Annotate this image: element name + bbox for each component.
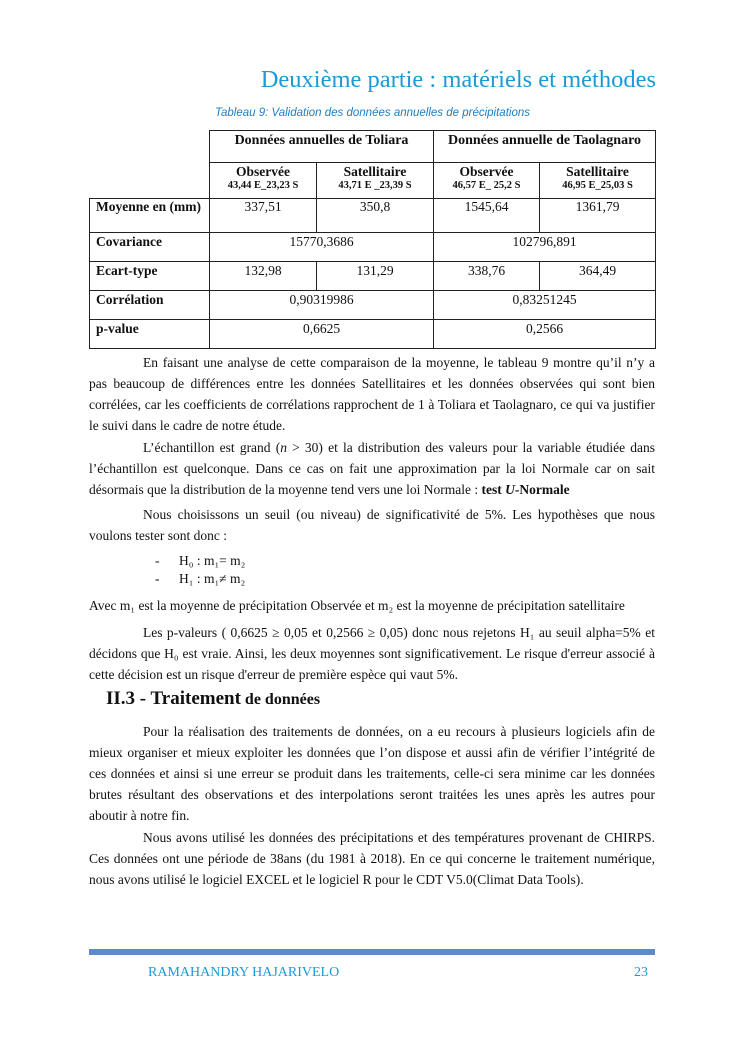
text-fragment: > 30) et la distribution des valeurs pour la variable étudiée dans l’échantillon est quelconque. Dans ce cas on fait une approximation par la loi Normale car on sait désormais que la distribution de la moyenne tend vers une loi Normale : — [89, 440, 655, 497]
text-fragment: L’échantillon est grand ( — [143, 440, 281, 455]
table-row-covariance — [90, 233, 656, 262]
table-cell: 0,90319986 — [210, 291, 434, 320]
table-cell: 15770,3686 — [210, 233, 434, 262]
hypothesis-h1 — [155, 570, 245, 588]
paragraph-analysis: En faisant une analyse de cette comparaison de la moyenne, le tableau 9 montre qu’il n’y a pas beaucoup de différences entre les données Satellitaires et les données observées qui sont bien corrélées, car les coefficients de corrélations rapprochent de 1 à Toliara et Taolagnaro, ce qui va justifier le suivi dans le cadre de notre étude. — [89, 355, 655, 433]
row-label: p-value — [90, 320, 210, 349]
row-label: Covariance — [90, 233, 210, 262]
paragraph-threshold: Nous choisissons un seuil (ou niveau) de significativité de 5%. Les hypothèses que nous voulons tester sont donc : — [89, 507, 655, 543]
table-cell: 0,83251245 — [434, 291, 656, 320]
paragraph-pvalues: Les p-valeurs ( 0,6625 ≥ 0,05 et 0,2566 ≥ 0,05) donc nous rejetons H₁ au seuil alpha=5% et décidons que H₀ est vraie. Ainsi, les deux moyennes sont significativement. Le risque d'erreur associé à cette décision est un risque d'erreur de première espèce qui vaut 5%. — [89, 625, 655, 682]
table-cell: 131,29 — [317, 262, 434, 291]
col-header-taolagnaro-satellite — [540, 163, 656, 199]
table-cell: 1361,79 — [540, 199, 656, 233]
validation-table — [89, 130, 656, 349]
paragraph-processing: Pour la réalisation des traitements de données, on a eu recours à plusieurs logiciels afin de mieux organiser et mieux exploiter les données que l’on dispose et aussi afin de vérifier l’intégrité de ces données et ainsi si une erreur se produit dans les traitements, celle-ci sera minime car les données brutes résultant des observations et des interpolations seront traitées les unes après les autres pour aboutir à notre fin. — [89, 724, 655, 823]
group-taolagnaro-header: Données annuelle de Taolagnaro — [434, 131, 656, 163]
table-cell: 364,49 — [540, 262, 656, 291]
table-row-correlation — [90, 291, 656, 320]
table-cell: 338,76 — [434, 262, 540, 291]
table-cell: 350,8 — [317, 199, 434, 233]
row-label: Moyenne en (mm) — [90, 199, 210, 233]
text-fragment: n — [280, 440, 287, 455]
section-heading-rest: de données — [240, 691, 321, 708]
table-cell: 0,2566 — [434, 320, 656, 349]
col-header-toliara-observed — [210, 163, 317, 199]
text-fragment: test — [481, 482, 506, 497]
col-header-taolagnaro-observed — [434, 163, 540, 199]
col-header-label: Observée — [459, 164, 514, 179]
paragraph-definitions: Avec m₁ est la moyenne de précipitation Observée et m₂ est la moyenne de précipitation satellitaire — [89, 598, 625, 613]
coordinates: 46,95 E_25,03 S — [562, 180, 633, 191]
text-fragment — [482, 482, 570, 497]
row-label: Ecart-type — [90, 262, 210, 291]
hypothesis-text: H₀ : m₁= m₂ — [179, 553, 246, 568]
table-cell: 337,51 — [210, 199, 317, 233]
empty-corner-cell — [90, 131, 210, 163]
page-header-title: Deuxième partie : matériels et méthodes — [260, 66, 656, 93]
row-label: Corrélation — [90, 291, 210, 320]
list-dash: - — [155, 553, 160, 568]
col-header-label: Satellitaire — [566, 164, 629, 179]
paragraph-data-sources: Nous avons utilisé les données des précipitations et des températures provenant de CHIRPS. Ces données ont une période de 38ans (du 1981 à 2018). En ce qui concerne le traitement numérique, nous avons utilisé le logiciel EXCEL et le logiciel R pour le CDT V5.0(Climat Data Tools). — [89, 830, 655, 887]
table-cell: 102796,891 — [434, 233, 656, 262]
coordinates: 43,44 E_23,23 S — [227, 180, 299, 191]
hypothesis-text: H₁ : m₁≠ m₂ — [179, 571, 246, 586]
col-header-label: Satellitaire — [343, 164, 407, 179]
coordinates: 43,71 E _23,39 S — [338, 180, 412, 191]
table-group-header-row — [90, 131, 656, 163]
coordinates: 46,57 E_ 25,2 S — [452, 180, 521, 191]
text-fragment: -Normale — [514, 482, 570, 497]
section-heading-main: II.3 - Traitement — [106, 688, 241, 709]
empty-corner-cell — [90, 163, 210, 199]
footer-divider — [89, 949, 655, 955]
table-row-pvalue — [90, 320, 656, 349]
table-cell: 132,98 — [210, 262, 317, 291]
list-dash: - — [155, 571, 160, 586]
paragraph-sample — [89, 437, 655, 500]
table-cell: 0,6625 — [210, 320, 434, 349]
hypothesis-h0 — [155, 552, 245, 570]
table-row-moyenne — [90, 199, 656, 233]
footer-author: RAMAHANDRY HAJARIVELO — [148, 965, 340, 980]
col-header-toliara-satellite — [317, 163, 434, 199]
table-caption: Tableau 9: Validation des données annuelles de précipitations — [215, 107, 530, 119]
table-subheader-row — [90, 163, 656, 199]
group-toliara-header: Données annuelles de Toliara — [210, 131, 434, 163]
table-row-ecart-type — [90, 262, 656, 291]
text-fragment: U — [505, 482, 515, 497]
page-number: 23 — [634, 965, 648, 980]
table-cell: 1545,64 — [434, 199, 540, 233]
section-heading — [106, 688, 320, 710]
col-header-label: Observée — [236, 164, 290, 179]
